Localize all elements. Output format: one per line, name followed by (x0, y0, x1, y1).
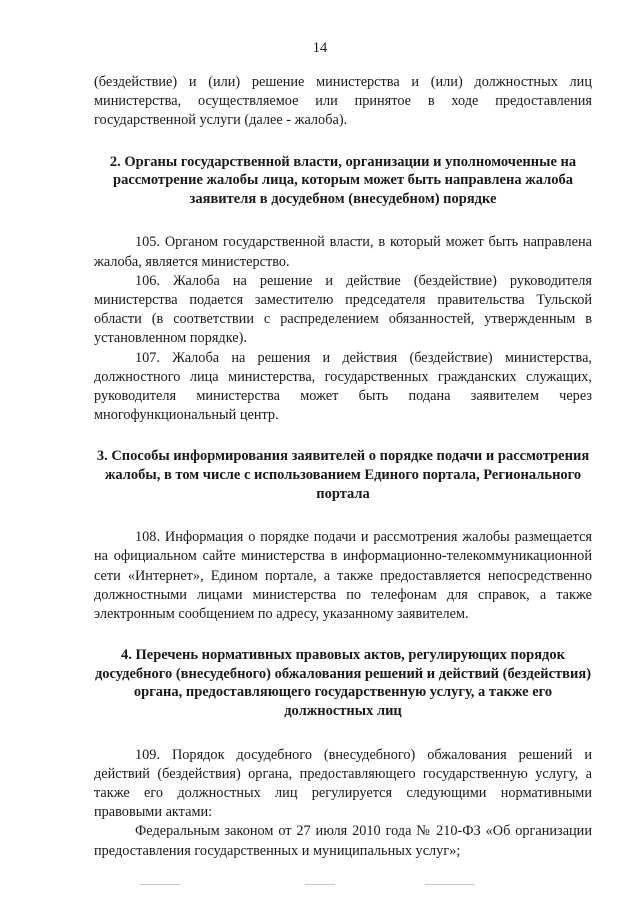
section-3-heading: 3. Способы информирования заявителей о порядке подачи и рассмотрения жалобы, в том числе с использованием Единого портала, Регионального портала (96, 448, 590, 502)
section-4-heading: 4. Перечень нормативных правовых актов, регулирующих порядок досудебного (внесудебного) обжалования решений и действий (бездействия) органа, предоставляющего государственную услугу, а также его должностных лиц (94, 647, 592, 719)
paragraph-106: 106. Жалоба на решение и действие (бездействие) руководителя министерства подается заместителю председателя правительства Тульской области (в соответствии с распределением обязанностей, утвержденным в установленном порядке). (94, 272, 592, 347)
scan-artifact-marks (140, 884, 500, 886)
document-body (94, 73, 592, 861)
section-4 (94, 646, 592, 861)
paragraph-federal-law: Федеральным законом от 27 июля 2010 года № 210-ФЗ «Об организации предоставления государственных и муниципальных услуг»; (94, 823, 592, 859)
section-2 (94, 153, 592, 426)
paragraph-109: 109. Порядок досудебного (внесудебного) обжалования решений и действий (бездействия) органа, предоставляющего государственную услугу, а также его должностных лиц регулируется следующими нормативными правовыми актами: (94, 746, 592, 821)
section-3 (94, 447, 592, 624)
paragraph-108: 108. Информация о порядке подачи и рассмотрения жалобы размещается на официальном сайте министерства в информационно-телекоммуникационной сети «Интернет», Едином портале, а также предоставляется непосредственно должностными лицами министерства по телефонам для справок, а также электронным сообщением по адресу, указанному заявителем. (94, 529, 592, 623)
intro-paragraph: (бездействие) и (или) решение министерства и (или) должностных лиц министерства, осуществляемое или принятое в ходе предоставления государственной услуги (далее - жалоба). (94, 74, 592, 129)
page-number: 14 (312, 40, 328, 56)
paragraph-107: 107. Жалоба на решения и действия (бездействие) министерства, должностного лица министерства, государственных гражданских служащих, руководителя министерства может быть подана заявителем через многофункциональный центр. (94, 349, 592, 424)
section-2-heading: 2. Органы государственной власти, организации и уполномоченные на рассмотрение жалобы лица, которым может быть направлена жалоба заявителя в досудебном (внесудебном) порядке (109, 153, 577, 207)
paragraph-105: 105. Органом государственной власти, в который может быть направлена жалоба, является министерство. (94, 234, 592, 270)
